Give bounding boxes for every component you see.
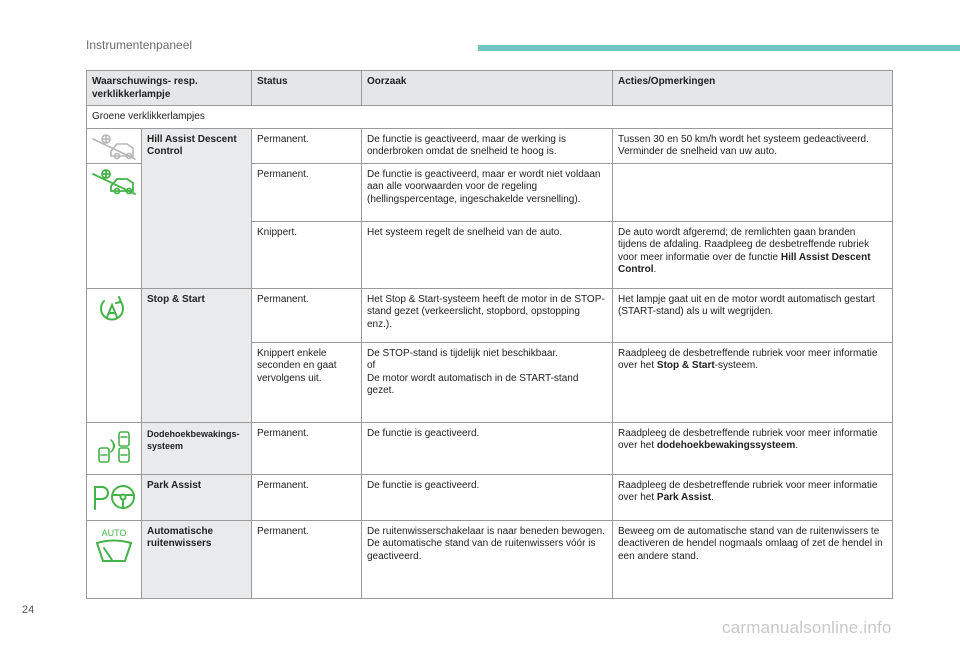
actions-cell: Tussen 30 en 50 km/h wordt het systeem gedeactiveerd. Verminder de snelheid van uw auto.: [613, 128, 893, 163]
header-accent-bar: [478, 45, 960, 51]
actions-cell: [613, 163, 893, 221]
status-cell: Knippert.: [252, 221, 362, 288]
cause-cell: De functie is geactiveerd, maar de werking is onderbroken omdat de snelheid te hoog is.: [362, 128, 613, 163]
cause-line: of: [367, 360, 376, 371]
hill-descent-active-icon: [91, 168, 137, 198]
table-row: [87, 128, 893, 163]
actions-cell: Het lampje gaat uit en de motor wordt automatisch gestart (START-stand) als u wilt wegrijden.: [613, 288, 893, 342]
warning-lights-table: [86, 70, 893, 599]
column-header-actions: Acties/Opmerkingen: [613, 71, 893, 106]
park-assist-icon: [91, 481, 137, 513]
cause-line: De STOP-stand is tijdelijk niet beschikbaar.: [367, 347, 559, 359]
icon-cell: [87, 422, 142, 474]
cause-cell: De functie is geactiveerd.: [362, 422, 613, 474]
group-label: Groene verklikkerlampjes: [87, 106, 893, 129]
lamp-name-stop-start: Stop & Start: [142, 288, 252, 422]
table-row: [87, 474, 893, 520]
auto-wiper-icon-label: AUTO: [101, 527, 127, 538]
actions-cell: [613, 422, 893, 474]
cause-line: De automatische stand van de ruitenwissers vóór is geactiveerd.: [367, 538, 596, 562]
blind-spot-icon: [91, 429, 137, 465]
page-number: 24: [22, 604, 35, 616]
cause-cell: Het systeem regelt de snelheid van de auto.: [362, 221, 613, 288]
status-cell: Permanent.: [252, 422, 362, 474]
actions-bold-text: Stop & Start: [656, 360, 715, 371]
watermark: carmanualsonline.info: [722, 618, 892, 637]
cause-line: De ruitenwisserschakelaar is naar beneden bewogen.: [367, 525, 605, 537]
status-cell: Permanent.: [252, 288, 362, 342]
actions-text: Raadpleeg de desbetreffende rubriek voor meer informatie over het: [618, 347, 878, 371]
actions-bold-text: Park Assist: [656, 492, 712, 503]
actions-suffix: -systeem.: [714, 360, 759, 371]
cause-cell: De functie is geactiveerd, maar er wordt niet voldaan aan alle voorwaarden voor de regeling (hellingspercentage, ingeschakelde versnelling).: [362, 163, 613, 221]
actions-text: Raadpleeg de desbetreffende rubriek voor meer informatie over het: [618, 479, 878, 503]
lamp-name-blind-spot: Dodehoekbewakings-systeem: [142, 422, 252, 474]
actions-bold-text: dodehoekbewakingssysteem: [656, 440, 796, 451]
icon-cell: [87, 474, 142, 520]
column-header-cause: Oorzaak: [362, 71, 613, 106]
actions-text: De auto wordt afgeremd; de remlichten gaan branden tijdens de afdaling. Raadpleeg de desbetreffende rubriek voor meer informatie over de functie: [618, 226, 870, 263]
status-cell: Knippert enkele seconden en gaat vervolgens uit.: [252, 342, 362, 422]
table-header-row: [87, 71, 893, 106]
actions-cell: Beweeg om de automatische stand van de ruitenwissers te deactiveren de hendel nogmaals omlaag of zet de hendel in een andere stand.: [613, 520, 893, 598]
cause-line: De motor wordt automatisch in de START-stand gezet.: [367, 372, 579, 396]
section-title: Instrumentenpaneel: [86, 38, 193, 52]
lamp-name-auto-wipers: Automatische ruitenwissers: [142, 520, 252, 598]
actions-cell: [613, 474, 893, 520]
table-row: [87, 422, 893, 474]
cause-cell: De functie is geactiveerd.: [362, 474, 613, 520]
cause-cell: Het Stop & Start-systeem heeft de motor in de STOP-stand gezet (verkeerslicht, stopbord, opstopping enz.).: [362, 288, 613, 342]
actions-cell: [613, 221, 893, 288]
group-row: [87, 106, 893, 129]
auto-wiper-icon: [91, 527, 137, 565]
actions-suffix: .: [795, 440, 799, 451]
cause-cell: [362, 520, 613, 598]
hill-descent-icon: [91, 133, 137, 163]
status-cell: Permanent.: [252, 474, 362, 520]
column-header-status: Status: [252, 71, 362, 106]
icon-cell: [87, 128, 142, 163]
status-cell: Permanent.: [252, 128, 362, 163]
actions-suffix: .: [653, 264, 657, 275]
actions-text: Raadpleeg de desbetreffende rubriek voor meer informatie over het: [618, 427, 878, 451]
status-cell: Permanent.: [252, 520, 362, 598]
actions-bold-text: Hill Assist Descent Control: [618, 251, 871, 275]
icon-cell: [87, 288, 142, 422]
column-header-lamp: Waarschuwings- resp. verklikkerlampje: [87, 71, 252, 106]
stop-start-icon: [91, 295, 137, 327]
icon-cell: [87, 520, 142, 598]
lamp-name-park-assist: Park Assist: [142, 474, 252, 520]
cause-cell: [362, 342, 613, 422]
lamp-name-hill-assist: Hill Assist Descent Control: [142, 128, 252, 288]
table-row: [87, 288, 893, 342]
actions-cell: [613, 342, 893, 422]
table-row: [87, 520, 893, 598]
actions-suffix: .: [711, 492, 714, 503]
icon-cell: [87, 163, 142, 288]
status-cell: Permanent.: [252, 163, 362, 221]
